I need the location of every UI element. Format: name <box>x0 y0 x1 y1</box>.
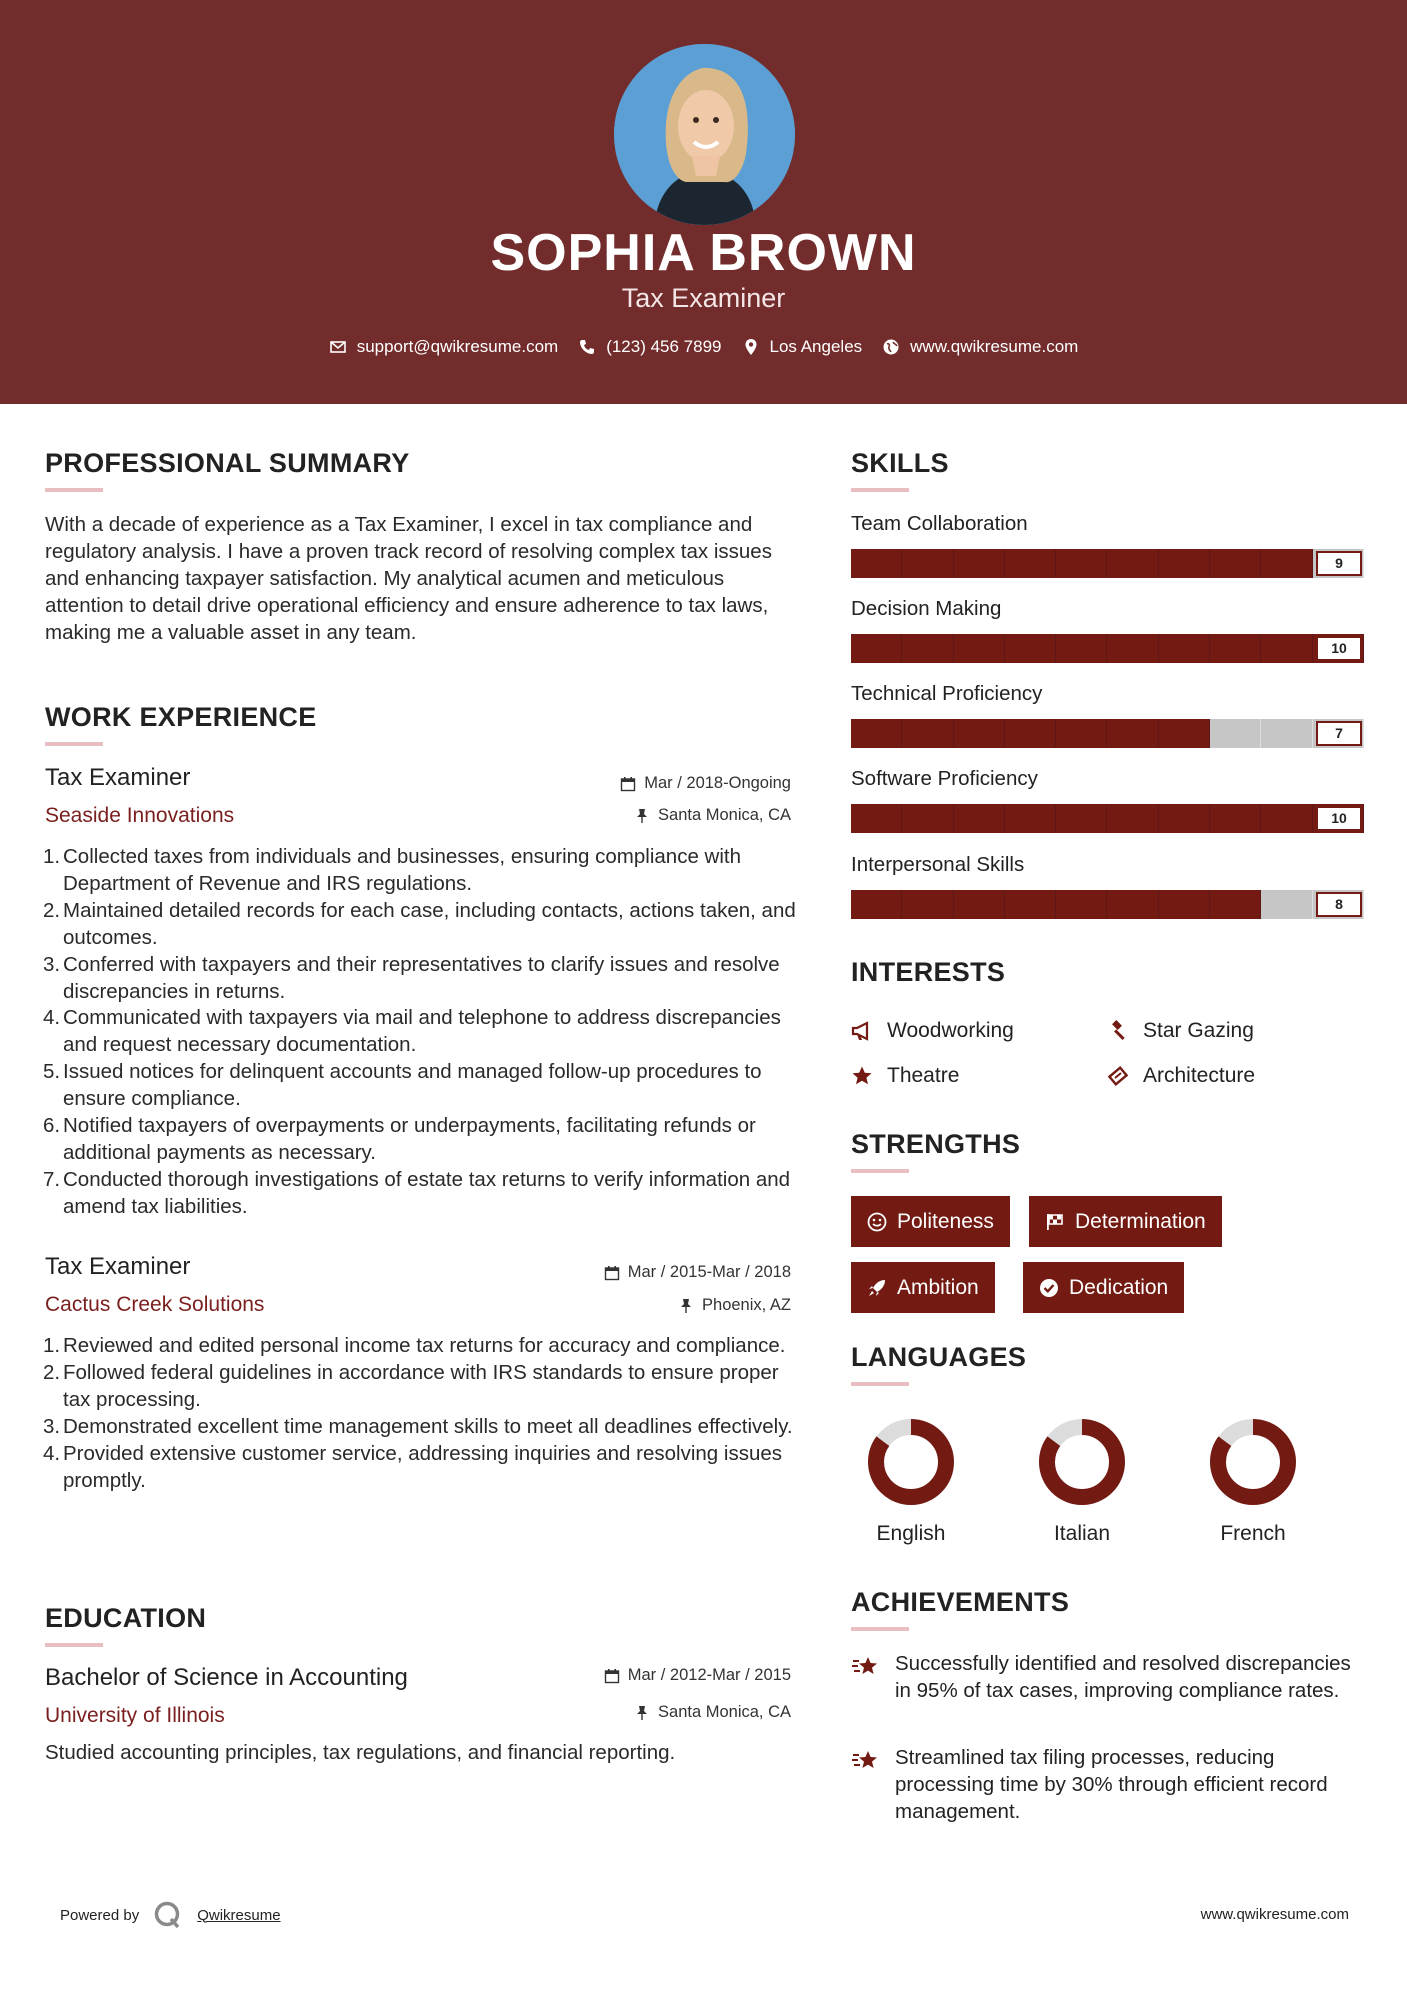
skill-bar-segment <box>1056 634 1107 663</box>
skill-bar-segment <box>954 634 1005 663</box>
calendar-icon <box>620 776 636 792</box>
skill-name: Decision Making <box>851 597 1002 620</box>
skill-bar-segment <box>1159 719 1210 748</box>
strength-badge <box>851 1262 995 1313</box>
footer-powered-by <box>60 1900 281 1930</box>
pushpin-icon <box>634 808 650 824</box>
skill-bar-segment <box>1005 634 1056 663</box>
interest-label: Theatre <box>887 1064 960 1087</box>
skill-bar-segment <box>1261 549 1312 578</box>
rocket-icon <box>867 1278 887 1298</box>
ticket-icon <box>1107 1065 1129 1087</box>
education-description: Studied accounting principles, tax regulations, and financial reporting. <box>45 1741 676 1764</box>
skill-bar-segment <box>1261 634 1312 663</box>
language-label: English <box>876 1522 946 1545</box>
list-item: 2. Maintained detailed records for each case, including contacts, actions taken, and outcomes. <box>43 898 796 949</box>
list-item: 3. Conferred with taxpayers and their representatives to clarify issues and resolve discrepancies in returns. <box>43 952 780 1003</box>
bullhorn-icon <box>851 1020 873 1042</box>
job-title: Tax Examiner <box>45 1253 191 1280</box>
skill-bar-segment <box>1056 549 1107 578</box>
achievement-item <box>851 1650 1371 1704</box>
skill-score: 9 <box>1316 551 1362 576</box>
language-item <box>1012 1418 1152 1546</box>
skill-bar-segment <box>1056 719 1107 748</box>
work-heading: WORK EXPERIENCE <box>45 702 317 732</box>
skill-bar-segment <box>1210 719 1261 748</box>
skill-bar-segment <box>1005 549 1056 578</box>
job-dates-text: Mar / 2015-Mar / 2018 <box>627 1263 791 1281</box>
strength-badge <box>1029 1196 1222 1247</box>
skill-bar-segment <box>902 890 953 919</box>
skill-score: 10 <box>1316 806 1362 831</box>
flag-icon <box>1045 1212 1065 1232</box>
education-dates-text: Mar / 2012-Mar / 2015 <box>627 1666 791 1684</box>
skill-bar-segment <box>902 804 953 833</box>
contact-website-text: www.qwikresume.com <box>910 337 1079 356</box>
skill-bar-segment <box>1056 890 1107 919</box>
skill-name: Interpersonal Skills <box>851 853 1025 876</box>
job-location-text: Santa Monica, CA <box>658 806 791 824</box>
job-company: Cactus Creek Solutions <box>45 1293 265 1316</box>
skill-bar-segment <box>954 549 1005 578</box>
footer-website[interactable]: www.qwikresume.com <box>1200 1906 1349 1923</box>
profile-photo <box>614 44 795 225</box>
list-item: 3. Demonstrated excellent time management skills to meet all deadlines effectively. <box>43 1414 793 1438</box>
skill-rating-bar <box>851 804 1364 833</box>
skill-bar-segment <box>1107 549 1158 578</box>
pushpin-icon <box>634 1705 650 1721</box>
interest-label: Architecture <box>1143 1064 1256 1087</box>
powered-by-label: Powered by <box>60 1906 140 1924</box>
language-item <box>1183 1418 1323 1546</box>
skill-bar-segment <box>851 804 902 833</box>
strength-label: Politeness <box>897 1209 994 1233</box>
skill-bar-segment <box>1210 804 1261 833</box>
job-title: Tax Examiner <box>45 764 191 791</box>
strength-label: Determination <box>1075 1209 1206 1233</box>
contact-location <box>742 337 863 357</box>
strength-label: Dedication <box>1069 1275 1169 1299</box>
skill-bar-segment <box>1107 719 1158 748</box>
skill-name: Technical Proficiency <box>851 682 1043 705</box>
interest-item <box>851 1019 1014 1043</box>
smile-icon <box>867 1212 887 1232</box>
qwikresume-link[interactable]: Qwikresume <box>197 1906 281 1924</box>
education-underline <box>45 1643 103 1647</box>
job-dates-text: Mar / 2018-Ongoing <box>644 774 791 792</box>
resume-header <box>0 0 1407 404</box>
school-name: University of Illinois <box>45 1704 225 1727</box>
job-duties-list <box>45 1333 805 1494</box>
languages-underline <box>851 1382 909 1386</box>
contact-email-text: support@qwikresume.com <box>356 337 559 356</box>
skill-bar-segment <box>1159 549 1210 578</box>
job-company: Seaside Innovations <box>45 804 235 827</box>
qwikresume-logo-icon <box>153 1900 183 1930</box>
interest-label: Woodworking <box>887 1019 1014 1042</box>
skill-score: 10 <box>1316 636 1362 661</box>
list-item: 5. Issued notices for delinquent accounts and managed follow-up procedures to ensure compliance. <box>43 1060 762 1111</box>
phone-icon <box>578 338 596 356</box>
achievements-heading: ACHIEVEMENTS <box>851 1587 1070 1617</box>
calendar-icon <box>604 1668 620 1684</box>
achievement-text: Streamlined tax filing processes, reducing processing time by 30% through efficient record management. <box>895 1746 1328 1823</box>
skill-rating-bar <box>851 719 1364 748</box>
language-label: French <box>1220 1522 1286 1545</box>
strength-badge <box>851 1196 1010 1247</box>
achievement-text: Successfully identified and resolved discrepancies in 95% of tax cases, improving compliance rates. <box>895 1652 1351 1702</box>
skill-bar-segment <box>1005 719 1056 748</box>
candidate-name: SOPHIA BROWN <box>490 224 917 282</box>
skill-bar-segment <box>954 804 1005 833</box>
education-location-text: Santa Monica, CA <box>658 1703 791 1721</box>
language-level-donut <box>867 1418 955 1506</box>
contact-location-text: Los Angeles <box>769 337 863 356</box>
candidate-title: Tax Examiner <box>621 283 786 313</box>
gavel-icon <box>1107 1020 1129 1042</box>
skill-bar-segment <box>1005 804 1056 833</box>
skill-rating-bar <box>851 890 1364 919</box>
list-item: 7. Conducted thorough investigations of estate tax returns to verify information and amend tax liabilities. <box>43 1167 791 1218</box>
skill-bar-segment <box>851 719 902 748</box>
skill-bar-segment <box>1159 890 1210 919</box>
language-level-donut <box>1038 1418 1126 1506</box>
skill-bar-segment <box>851 634 902 663</box>
contact-bar <box>0 337 1407 357</box>
job-location <box>678 1296 791 1315</box>
skills-underline <box>851 488 909 492</box>
skill-bar-segment <box>1056 804 1107 833</box>
star-icon <box>851 1065 873 1087</box>
envelope-icon <box>329 338 347 356</box>
summary-text: With a decade of experience as a Tax Examiner, I excel in tax compliance and regulatory analysis. I have a proven track record of resolving complex tax issues and enhancing taxpayer satisfaction. My analytical acumen and meticulous attention to detail drive operational efficiency and ensure adherence to tax laws, making me a valuable asset in any team. <box>45 513 772 644</box>
language-level-donut <box>1209 1418 1297 1506</box>
skill-bar-segment <box>1107 890 1158 919</box>
list-item: 2. Followed federal guidelines in accordance with IRS standards to ensure proper tax processing. <box>43 1360 779 1411</box>
skill-bar-segment <box>1159 804 1210 833</box>
skill-bar-segment <box>954 719 1005 748</box>
skill-rating-bar <box>851 634 1364 663</box>
skill-name: Team Collaboration <box>851 512 1028 535</box>
interest-label: Star Gazing <box>1143 1019 1254 1042</box>
contact-email[interactable] <box>329 337 559 357</box>
strengths-underline <box>851 1169 909 1173</box>
education-dates <box>604 1666 791 1685</box>
interest-item <box>1107 1064 1255 1088</box>
skill-score: 8 <box>1316 892 1362 917</box>
education-location <box>634 1703 791 1722</box>
list-item: 1. Reviewed and edited personal income tax returns for accuracy and compliance. <box>43 1334 786 1357</box>
summary-heading: PROFESSIONAL SUMMARY <box>45 448 410 478</box>
pushpin-icon <box>678 1298 694 1314</box>
job-dates <box>620 774 791 793</box>
language-item <box>841 1418 981 1546</box>
interest-item <box>851 1064 959 1088</box>
trophy-star-icon <box>851 1652 881 1682</box>
skill-bar-segment <box>954 890 1005 919</box>
skill-bar-segment <box>1210 634 1261 663</box>
work-underline <box>45 742 103 746</box>
skill-bar-segment <box>902 634 953 663</box>
skill-bar-segment <box>1261 804 1312 833</box>
job-location-text: Phoenix, AZ <box>702 1296 791 1314</box>
skill-bar-segment <box>851 890 902 919</box>
skill-score: 7 <box>1316 721 1362 746</box>
skill-bar-segment <box>1107 634 1158 663</box>
skill-bar-segment <box>1210 890 1261 919</box>
skill-bar-segment <box>851 549 902 578</box>
contact-website[interactable] <box>882 337 1078 357</box>
globe-icon <box>882 338 900 356</box>
list-item: 4. Communicated with taxpayers via mail and telephone to address discrepancies and request necessary documentation. <box>43 1006 781 1057</box>
skill-bar-segment <box>1261 719 1312 748</box>
skill-bar-segment <box>1210 549 1261 578</box>
contact-phone[interactable] <box>578 337 721 357</box>
strengths-heading: STRENGTHS <box>851 1129 1021 1159</box>
list-item: 4. Provided extensive customer service, addressing inquiries and resolving issues promptly. <box>43 1441 782 1492</box>
skill-rating-bar <box>851 549 1364 578</box>
summary-underline <box>45 488 103 492</box>
check-circle-icon <box>1039 1278 1059 1298</box>
languages-heading: LANGUAGES <box>851 1342 1027 1372</box>
achievement-item <box>851 1744 1371 1825</box>
skill-bar-segment <box>1261 890 1312 919</box>
contact-phone-text: (123) 456 7899 <box>606 337 722 356</box>
language-label: Italian <box>1053 1522 1111 1545</box>
trophy-star-icon <box>851 1746 881 1776</box>
strength-badge <box>1023 1262 1184 1313</box>
list-item: 6. Notified taxpayers of overpayments or underpayments, facilitating refunds or additional payments as necessary. <box>43 1114 756 1164</box>
job-dates <box>604 1263 791 1282</box>
skill-bar-segment <box>902 719 953 748</box>
skill-bar-segment <box>1159 634 1210 663</box>
job-duties-list <box>45 844 805 1221</box>
skill-bar-segment <box>1005 890 1056 919</box>
interests-heading: INTERESTS <box>851 957 1006 987</box>
skill-name: Software Proficiency <box>851 767 1038 790</box>
strength-label: Ambition <box>897 1275 979 1299</box>
calendar-icon <box>604 1265 620 1281</box>
achievements-underline <box>851 1627 909 1631</box>
skill-bar-segment <box>902 549 953 578</box>
map-pin-icon <box>742 338 760 356</box>
job-location <box>634 806 791 825</box>
education-heading: EDUCATION <box>45 1603 207 1633</box>
skills-heading: SKILLS <box>851 448 949 478</box>
degree-title: Bachelor of Science in Accounting <box>45 1664 408 1691</box>
interest-item <box>1107 1019 1254 1043</box>
list-item: 1. Collected taxes from individuals and businesses, ensuring compliance with Department of Revenue and IRS regulations. <box>43 845 741 895</box>
skill-bar-segment <box>1107 804 1158 833</box>
